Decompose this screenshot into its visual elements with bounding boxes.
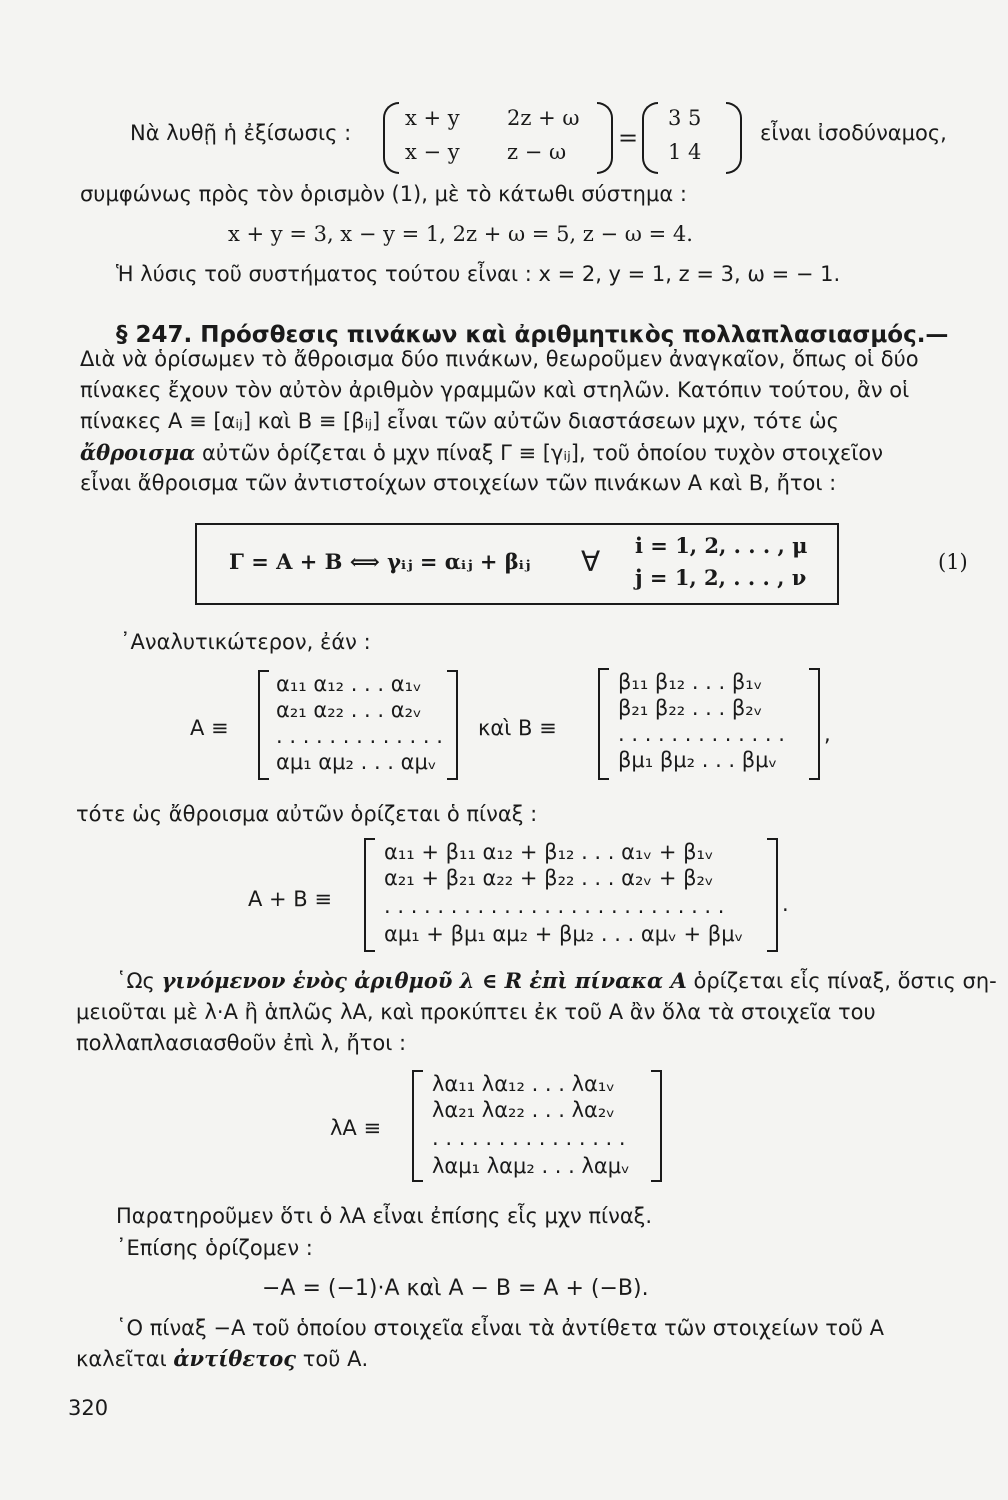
intro-text-end: εἶναι ἰσοδύναμος, — [760, 121, 947, 145]
paragraph-line: εἶναι ἄθροισμα τῶν ἀντιστοίχων στοιχείων τῶν πινάκων Α καὶ Β, ἤτοι : — [80, 471, 837, 495]
matrix-label-lambda: λΑ ≡ — [330, 1116, 382, 1140]
matrix-row: . . . . . . . . . . . . . — [276, 724, 443, 748]
matrix-row: λα₁₁ λα₁₂ . . . λα₁ᵥ — [432, 1072, 616, 1096]
text-span: ῾Ως — [116, 969, 162, 993]
matrix-values — [642, 102, 742, 174]
paragraph-line: πολλαπλασιασθοῦν ἐπὶ λ, ἤτοι : — [76, 1031, 407, 1055]
period: . — [782, 892, 789, 916]
paragraph-line — [76, 1346, 368, 1372]
paragraph-line — [80, 440, 883, 466]
matrix-row: β₂₁ β₂₂ . . . β₂ᵥ — [618, 696, 763, 720]
matrix-row: α₂₁ α₂₂ . . . α₂ᵥ — [276, 698, 422, 722]
text-line: συμφώνως πρὸς τὸν ὁρισμὸν (1), μὲ τὸ κάτωθι σύστημα : — [80, 182, 687, 206]
matrix-row: αμ₁ + βμ₁ αμ₂ + βμ₂ . . . αμᵥ + βμᵥ — [384, 922, 744, 946]
intro-text: Νὰ λυθῇ ἡ ἐξίσωσις : — [130, 121, 352, 145]
matrix-cell: z − ω — [507, 140, 567, 164]
index-range-j: j = 1, 2, . . . , ν — [635, 565, 807, 590]
matrix-row: . . . . . . . . . . . . . . . — [432, 1126, 626, 1150]
term-product: γινόμενον ἑνὸς ἀριθμοῦ λ ∈ R ἐπὶ πίνακα Α — [161, 968, 687, 993]
matrix-row: 3 5 — [668, 106, 702, 130]
equals-sign: = — [618, 124, 639, 152]
text-line: τότε ὡς ἄθροισμα αὐτῶν ὁρίζεται ὁ πίναξ : — [76, 802, 538, 826]
paragraph-line: μειοῦται μὲ λ·Α ἢ ἁπλῶς λΑ, καὶ προκύπτει ἐκ τοῦ Α ἂν ὅλα τὰ στοιχεῖα του — [76, 1000, 876, 1024]
matrix-A — [258, 670, 458, 780]
negation-definition: −Α = (−1)·Α καὶ Α − Β = Α + (−Β). — [262, 1276, 649, 1301]
matrix-row: 1 4 — [668, 140, 702, 164]
text-line: ᾿Αναλυτικώτερον, ἐάν : — [120, 630, 371, 654]
paragraph-line: ῾Ο πίναξ −Α τοῦ ὁποίου στοιχεῖα εἶναι τὰ ἀντίθετα τῶν στοιχείων τοῦ Α — [116, 1316, 884, 1340]
text-span: αὐτῶν ὁρίζεται ὁ μχν πίναξ Γ ≡ [γᵢⱼ], τοῦ ὁποίου τυχὸν στοιχεῖον — [195, 441, 884, 465]
term-sum: ἄθροισμα — [80, 440, 196, 465]
matrix-row: α₂₁ + β₂₁ α₂₂ + β₂₂ . . . α₂ᵥ + β₂ᵥ — [384, 866, 714, 890]
text-line: ᾿Επίσης ὁρίζομεν : — [116, 1236, 313, 1260]
paragraph-line: πίνακες ἔχουν τὸν αὐτὸν ἀριθμὸν γραμμῶν καὶ στηλῶν. Κατόπιν τούτου, ἂν οἱ — [80, 378, 910, 402]
matrix-row: λαμ₁ λαμ₂ . . . λαμᵥ — [432, 1154, 630, 1178]
solution-line: Ἡ λύσις τοῦ συστήματος τούτου εἶναι : x = 2, y = 1, z = 3, ω = − 1. — [116, 262, 841, 286]
forall-symbol: ∀ — [581, 545, 601, 578]
matrix-row: αμ₁ αμ₂ . . . αμᵥ — [276, 750, 437, 774]
matrix-unknowns — [383, 102, 613, 174]
text-span: καὶ Β ≡ — [478, 716, 557, 740]
matrix-B — [598, 668, 820, 780]
matrix-label-sum: Α + Β ≡ — [248, 887, 332, 911]
text-span: τοῦ Α. — [296, 1347, 369, 1371]
matrix-row: . . . . . . . . . . . . . — [618, 722, 785, 746]
matrix-row: . . . . . . . . . . . . . . . . . . . . . . . . . . — [384, 894, 725, 918]
matrix-sum — [364, 838, 778, 952]
matrix-lambda-A — [412, 1070, 662, 1182]
paragraph-line — [116, 968, 997, 994]
matrix-row: α₁₁ α₁₂ . . . α₁ᵥ — [276, 672, 422, 696]
matrix-label-A: Α ≡ — [190, 716, 229, 740]
index-range-i: i = 1, 2, . . . , μ — [635, 533, 808, 558]
matrix-cell: 2z + ω — [507, 106, 580, 130]
matrix-row: βμ₁ βμ₂ . . . βμᵥ — [618, 748, 778, 772]
matrix-row: β₁₁ β₁₂ . . . β₁ᵥ — [618, 670, 763, 694]
equation-number: (1) — [938, 550, 968, 574]
matrix-row: α₁₁ + β₁₁ α₁₂ + β₁₂ . . . α₁ᵥ + β₁ᵥ — [384, 840, 714, 864]
system-equations: x + y = 3, x − y = 1, 2z + ω = 5, z − ω = 4. — [228, 222, 693, 246]
term-opposite: ἀντίθετος — [173, 1346, 297, 1371]
definition-box — [195, 523, 839, 605]
comma: , — [824, 722, 831, 746]
matrix-row: λα₂₁ λα₂₂ . . . λα₂ᵥ — [432, 1098, 616, 1122]
text-line: Παρατηροῦμεν ὅτι ὁ λΑ εἶναι ἐπίσης εἷς μχν πίναξ. — [116, 1204, 653, 1228]
page-number: 320 — [68, 1396, 109, 1420]
matrix-cell: x + y — [405, 106, 460, 130]
paragraph-line: πίνακες Α ≡ [αᵢⱼ] καὶ Β ≡ [βᵢⱼ] εἶναι τῶν αὐτῶν διαστάσεων μχν, τότε ὡς — [80, 409, 839, 433]
definition-formula: Γ = Α + Β ⟺ γᵢⱼ = αᵢⱼ + βᵢⱼ — [229, 549, 531, 574]
section-heading: § 247. Πρόσθεσις πινάκων καὶ ἀριθμητικὸς πολλαπλασιασμός.— — [116, 322, 949, 348]
text-span: καλεῖται — [76, 1347, 174, 1371]
text-span: ὁρίζεται εἷς πίναξ, ὅστις ση- — [686, 969, 997, 993]
paragraph-line: Διὰ νὰ ὁρίσωμεν τὸ ἄθροισμα δύο πινάκων, θεωροῦμεν ἀναγκαῖον, ὅπως οἱ δύο — [80, 347, 919, 371]
matrix-cell: x − y — [405, 140, 460, 164]
